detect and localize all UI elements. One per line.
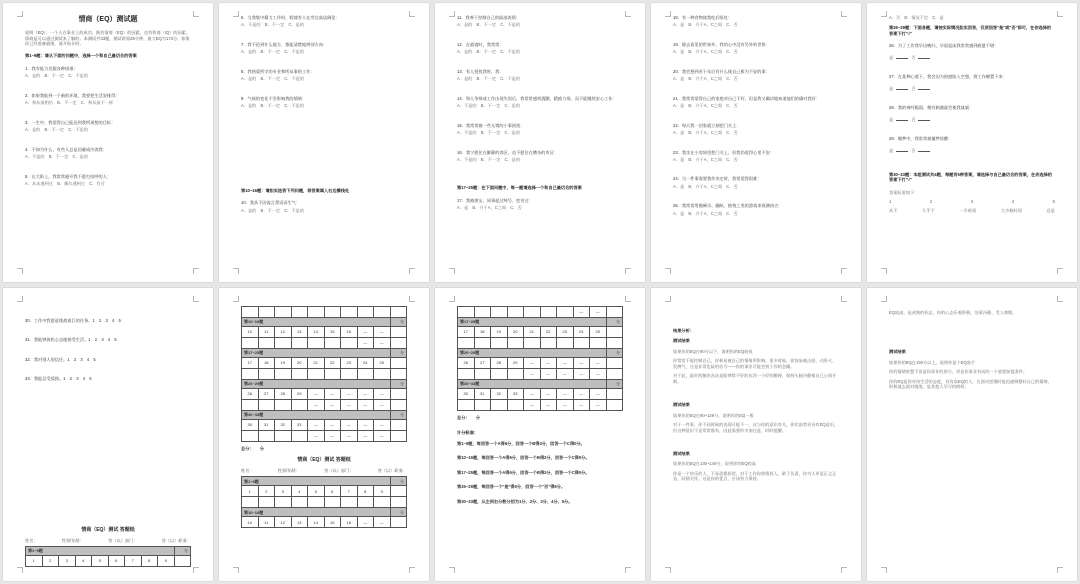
question-options: A．是的 B．不一定 C．不是的 (241, 76, 305, 82)
scale-words: 从不 几乎不 一半时间 大多数时间 总是 (889, 207, 1055, 213)
question (25, 337, 191, 342)
question-text: 20．我会想到若干年后有什么使自己极为不安的事： (673, 68, 770, 74)
question-options: A．是 B．介于A、C之间 C．否 (673, 22, 738, 28)
question-options: A．是 B．介于A、C之间 C．否 (673, 76, 738, 82)
corner-mark (1057, 296, 1063, 302)
result-line: 如果你的EQ在130~149分，说明你的EQ较高 (673, 461, 756, 467)
corner-mark (1057, 268, 1063, 274)
question-options: A．是的 B．不一定 C．不是的 (457, 22, 521, 28)
total-score: 总分： 分 (241, 446, 265, 451)
question-text: 27．在某种心境下，我会因为困惑陷入空想，将工作搁置下来： (889, 74, 1007, 80)
corner-mark (233, 268, 239, 274)
yes-no-answer: 是 否 (889, 86, 1055, 91)
question (673, 150, 839, 163)
corner-mark (665, 11, 671, 17)
question-options: A．是的 B．不一定 C．不是的 (25, 73, 89, 79)
question (241, 42, 407, 55)
corner-mark (841, 296, 847, 302)
question (673, 42, 839, 55)
question-text: 12．在就寝时，我常常： (457, 41, 504, 47)
corner-mark (193, 567, 199, 573)
document-page-1 (3, 3, 213, 282)
document-page-8 (435, 288, 645, 581)
corner-mark (17, 268, 23, 274)
question-text: 9．气候的变化不会影响我的情绪： (241, 95, 307, 101)
corner-mark (665, 567, 671, 573)
question-options: A．不是的 B．不一定 C．是的 (457, 130, 521, 136)
question-options: A．是 B．介于A、C之间 C．否 (673, 156, 738, 162)
corner-mark (17, 296, 23, 302)
corner-mark (625, 567, 631, 573)
corner-mark (625, 296, 631, 302)
result-line: 你是一个快乐的人，不易恐惧担忧，对于工作你热情投入、敢于负责，你为人更是正义正直、同情关怀，这是你的优点，应该努力保持。 (673, 470, 837, 482)
corner-mark (841, 567, 847, 573)
result-line: EQ较高，是成熟的标志，你的心态乐观积极，处事冷静，受人尊敬。 (889, 310, 1017, 315)
result-line: 如果你的EQ在90分以下，说明你的EQ较低 (673, 348, 753, 354)
scoring-rule: 第10~16题，每回答一个A得5分，回答一个B得2分，回答一个C得0分。 (457, 455, 590, 461)
question (889, 74, 1055, 91)
question (673, 96, 839, 109)
document-page-2 (219, 3, 429, 282)
document-page-4 (651, 3, 861, 282)
question-text: 33．我能忍受孤独。1 2 3 4 5 (25, 376, 92, 382)
corner-mark (409, 11, 415, 17)
corner-mark (233, 296, 239, 302)
yes-no-answer: 是 否 (889, 55, 1055, 60)
result-line: 如果你的EQ在90~129分，说明你的EQ一般 (673, 412, 754, 418)
question-text: 1．我有能力克服各种困难： (25, 65, 78, 71)
total-score: 总分： 分 (457, 415, 481, 420)
question (25, 66, 191, 79)
question-text: 31．我能够放松心态地接受生活。1 2 3 4 5 (25, 337, 117, 343)
question-text: 19．除去看见的世界外，我的心中没有另外的世界： (673, 41, 770, 47)
document-page-10 (867, 288, 1077, 581)
question (25, 357, 191, 362)
section-heading: 第10~16题：请如实选答下列问题，将答案填入右边横线处 (241, 187, 350, 193)
question-text: 13．有人侵扰我时，我： (457, 68, 504, 74)
question-text: 16．我宁愿住在僻静的郊区，也不愿住在嘈杂的市区： (457, 149, 558, 155)
question (673, 15, 839, 28)
yes-no-answer: 是 否 (889, 117, 1055, 122)
document-page-5 (867, 3, 1077, 282)
question-text: 32．我对别人很信任。1 2 3 4 5 (25, 356, 96, 362)
corner-mark (449, 296, 455, 302)
corner-mark (233, 567, 239, 573)
corner-mark (881, 296, 887, 302)
document-page-9 (651, 288, 861, 581)
corner-mark (665, 268, 671, 274)
question-text: 18．有一种食物使我吃后呕吐： (673, 15, 733, 20)
corner-mark (881, 268, 887, 274)
intro-paragraph: 说明（EQ）：一个人在事业上的成功，既有情商（EQ）的因素，也有智商（IQ）的因素。情商是可以通过测试来了解的。本测试共33题，测试时间25分钟，最大EQ为174分。如果你已经准备就绪，请开始计时。 (25, 30, 191, 46)
question (241, 15, 407, 28)
question-options: A．是 B．介于A、C之间 C．否 (673, 103, 738, 109)
corner-mark (1057, 567, 1063, 573)
question-options: A．是 B．介于A、C之间 C．否 (673, 210, 738, 216)
result-line: 如果你的EQ在150分以上，说明你是个EQ高手 (889, 359, 976, 365)
question-text: 10．我从不因流言蜚语而生气： (241, 200, 301, 206)
question-text: 5．在大街上，我常常避开我不愿打招呼的人： (25, 173, 112, 179)
section-heading: 第26~29题：下面各题，请按实际情况如实回答，仅须回答"是"或"否"即可，在你选择的答案下打"√" (889, 25, 1052, 36)
document-page-7 (219, 288, 429, 581)
question-text: 23．我坐在小房间里把门关上，但我仍觉得心里不安： (673, 149, 774, 155)
yes-no-answer: 是 否 (889, 148, 1055, 153)
question (457, 69, 623, 82)
result-line: 对于此，最好的解决办法是能够给不好的东西一个好的解释，保持头脑冷静使自己心情开朗。 (673, 373, 837, 384)
corner-mark (625, 268, 631, 274)
question-text: 29．睡梦中，我常常被噩梦惊醒： (889, 136, 953, 142)
question (25, 147, 191, 160)
results-title: 结果分析： (673, 328, 694, 333)
corner-mark (17, 567, 23, 573)
question-options: A．是的 B．不一定 C．不是的 (241, 207, 305, 213)
question-options: A．是的 B．不一定 C．不是的 (25, 127, 89, 133)
result-heading: 测试结果 (673, 338, 690, 344)
scoring-rule: 第1~9题，每回答一个A得6分，回答一个B得3分，回答一个C得0分。 (457, 440, 585, 446)
question (673, 123, 839, 136)
question-text: 14．和人争辩或工作出现失误后，我常常感到震颤，精疲力竭，而不能继续安心工作： (457, 95, 617, 101)
question (457, 198, 623, 211)
corner-mark (449, 567, 455, 573)
question (673, 203, 839, 216)
corner-mark (841, 11, 847, 17)
scoring-rule: 第26~29题，每回答一个"是"得0分，回答一个"否"得5分。 (457, 484, 566, 490)
question (25, 376, 191, 381)
question-options: A．不是的 B．不一定 C．是的 (457, 156, 521, 162)
corner-mark (665, 296, 671, 302)
question-text: 28．我的神经脆弱，稍有刺激就会使我战栗： (889, 105, 974, 111)
document-title: 情商（EQ）测试题 (78, 16, 138, 23)
section-heading: 第30~33题：本组测试共4题，每题有5种答案，请选择与自己最切合的答案，在你选择的答案下打"√" (889, 171, 1052, 183)
question-options: A．是 B．介于A、C之间 C．否 (673, 49, 738, 55)
question-text: 21．我常常觉得自己的家庭对自己不好，但是我又确切地知道他们的确对我好： (673, 95, 821, 101)
corner-mark (193, 268, 199, 274)
question-options: A．是的 B．不一定 C．不是的 (457, 76, 521, 82)
question-text: 24．当一件事需要我作决定时，我常觉得很难： (673, 176, 762, 182)
question (457, 15, 623, 28)
result-line: 你常常不能控制自己，你极易被自己的情绪所影响。很多时候，你容易被击怒、动肝火、发脾气，这是非常危险的信号——你的事业可能会毁于你的急躁。 (673, 358, 837, 369)
document-page-3 (435, 3, 645, 282)
corner-mark (881, 567, 887, 573)
document-page-6 (3, 288, 213, 581)
result-line: 你的情绪智慧不但是你事业的助力，更是你事业有成的一个重要前提条件。 (889, 369, 1028, 375)
corner-mark (193, 296, 199, 302)
question-text: 11．我善于控制自己的面部表情： (457, 15, 520, 20)
scoring-rule: 第17~25题，每回答一个A得5分，回答一个B得2分，回答一个C得0分。 (457, 469, 590, 475)
question-options: A．是 B．介于A、C之间 C．否 (673, 183, 738, 189)
question-options: A．是的 B．不一定 C．不是的 (457, 49, 521, 55)
scale-numbers: 1 2 3 4 5 (889, 199, 1055, 205)
question (25, 93, 191, 106)
question (673, 69, 839, 82)
section-heading: 第17~25题：在下面问题中，每一题请选择一个和自己最切合的答案 (457, 185, 582, 191)
section-heading: 第1~9题：请从下面的问题中，选择一个和自己最切合的答案 (25, 53, 137, 59)
question-text: 7．我不论到什么地方，都能清楚地辨别方向： (241, 41, 328, 47)
corner-mark (841, 268, 847, 274)
answer-sheet-meta: 姓名： 性别/年龄： 答（以）部门： 答（以）职务： (25, 537, 191, 543)
question (889, 43, 1055, 60)
answer-sheet-meta: 姓名： 性别/年龄： 答（以）部门： 答（以）职务： (241, 467, 407, 473)
question-options: A．从未遇到过 B．偶尔遇到过 C．有过 (25, 180, 105, 186)
question-text: 8．我热爱所学的专业和所从事的工作： (241, 68, 315, 74)
question-text: 2．如果我能到一个新的环境，我要把生活安排得： (25, 92, 120, 98)
question-text: 4．不知为什么，有些人总是回避或冷淡我： (25, 146, 107, 152)
corner-mark (449, 268, 455, 274)
question-text: 26．为了工作我早出晚归，早晨起床我常常感到疲惫不堪： (889, 43, 999, 49)
question-options: A．不是的 B．不一定 C．是的 (457, 103, 521, 109)
result-line: 你的EQ是你对待生活的态度，具有高EQ的人，在面对逆境时能迅速调整好自己的情绪，积极地去面对挑战，是其他人学习的榜样。 (889, 378, 1052, 390)
question-text: 3．一生中，我觉得自己能达到我所预想的目标： (25, 119, 116, 125)
answer-grid: 第1~9题 分 1 2 3 4 5 6 7 8 9 (25, 546, 191, 567)
corner-mark (449, 11, 455, 17)
question (457, 150, 623, 163)
question (673, 176, 839, 189)
scoring-title: 计分标准： (457, 430, 478, 436)
corner-mark (409, 567, 415, 573)
answer-sheet-title: 情商（EQ）测试 答题纸 (297, 457, 351, 464)
corner-mark (409, 268, 415, 274)
corner-mark (881, 11, 887, 17)
answer-grid: 第1~9题 分 1 2 3 4 5 6 7 8 9 第10~16题 分 10 11 12 13 14 15 16 — — (241, 476, 407, 528)
question (25, 318, 191, 323)
question (241, 96, 407, 109)
question (889, 136, 1055, 153)
corner-mark (625, 11, 631, 17)
question-text: 6．当我集中精力工作时，假使有人在旁边高谈阔论： (241, 15, 340, 20)
question-options: A．不是的 B．不一定 C．是的 (25, 154, 89, 160)
question (457, 42, 623, 55)
question (457, 123, 623, 136)
corner-mark (17, 11, 23, 17)
question-options: A．是的 B．不一定 C．不是的 (241, 103, 305, 109)
corner-mark (233, 11, 239, 17)
question (889, 105, 1055, 122)
corner-mark (409, 296, 415, 302)
question-options: A．和从前相仿 B．不一定 C．和从前不一样 (25, 100, 114, 106)
question-text: 22．每天我一回家就立刻把门关上： (673, 122, 741, 128)
answer-sheet-title: 情商（EQ）测试 答题纸 (81, 527, 135, 534)
question-options: A．不是的 B．不一定 C．是的 (241, 22, 305, 28)
question-options: A．是 B．介于A、C之间 C．否 (457, 205, 522, 211)
question (25, 174, 191, 187)
result-heading: 测试结果 (889, 349, 906, 355)
result-heading: 测试结果 (673, 402, 690, 408)
question (241, 200, 407, 213)
question-text: 15．我常常被一些无谓的小事困扰： (457, 122, 525, 128)
corner-mark (193, 11, 199, 17)
question-options: A．否 B．情况不定 C．是 (889, 15, 944, 20)
question-text: 17．我被朋友、同事起过绰号、挖苦过： (457, 197, 533, 203)
scoring-rule: 第30~33题，从左到右分数分别为1分、2分、3分、4分、5分。 (457, 498, 573, 504)
corner-mark (1057, 11, 1063, 17)
result-line: 对于一件事，你不同时候的表现可能不一，这与你的意识有关，你比前者更具有EQ意识，但这种意识不是常常都有，因此需要你多加注意，时时提醒。 (673, 422, 839, 433)
question-options: A．是的 B．不一定 C．不是的 (241, 49, 305, 55)
answer-grid: — — 第17~25题 分 17 18 19 20 21 22 23 24 25 第26~29题 分 26 27 28 29 — — — — — — — — — — 第30~33题 分 30 31 32 33 — — — — — — — — — — (457, 306, 623, 411)
question (457, 96, 623, 109)
answer-grid: 第10~16题 分 10 11 12 13 14 15 16 — — — — 第17~25题 分 17 18 19 20 21 22 23 24 25 第26~29题 分 26 27 28 29 — — — — — — — — — — 第30~33题 分 30 31 32 33 — — — — — — — — — — (241, 306, 407, 442)
question-text: 25．我常常用抛硬币、翻纸、抽签之类的游戏来预测凶吉： (673, 203, 783, 209)
question (25, 120, 191, 133)
scale-label: 答案标准如下： (889, 189, 919, 195)
question (241, 69, 407, 82)
result-heading: 测试结果 (673, 450, 690, 456)
question-text: 30．工作中我愿意挑战艰巨的任务。1 2 3 4 5 (25, 318, 121, 323)
question-options: A．是 B．介于A、C之间 C．否 (673, 130, 738, 136)
